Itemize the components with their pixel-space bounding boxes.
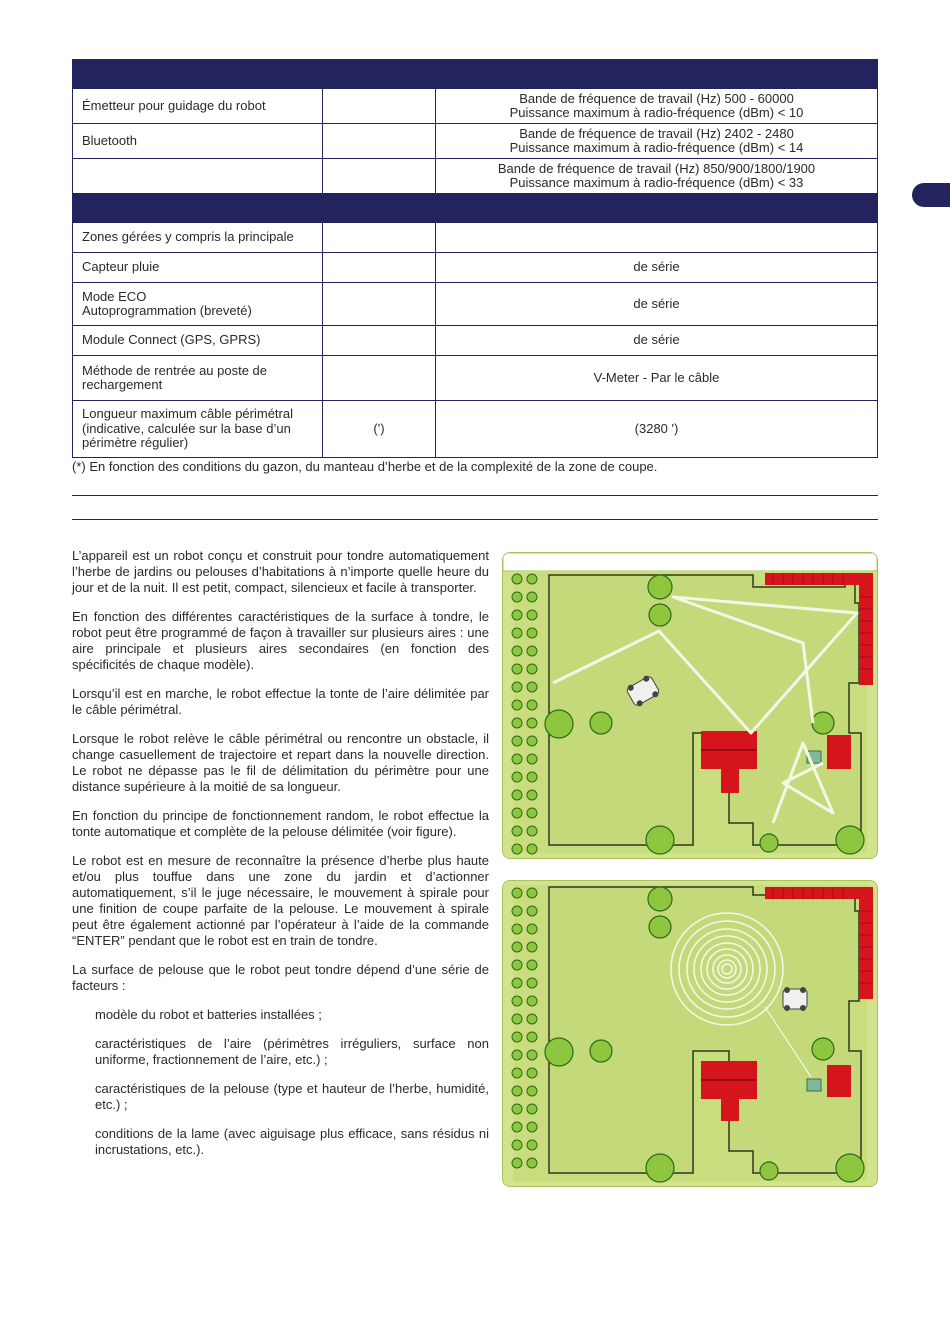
row-value-line: de série: [633, 259, 680, 275]
specifications-table: [72, 59, 878, 458]
row-value-line: de série: [633, 295, 680, 311]
section-band-cell: [73, 60, 878, 89]
list-item: caractéristiques de la pelouse (type et hauteur de l’herbe, humidité, etc.) ;: [95, 1081, 489, 1112]
row-value-line: (3280 '): [634, 420, 679, 436]
table-footnote: (*) En fonction des conditions du gazon, du manteau d’herbe et de la complexité de la zone de coupe.: [72, 459, 658, 474]
table-section-band: [73, 60, 878, 89]
table-row: [73, 89, 878, 124]
page-tab-marker: [912, 183, 950, 207]
row-value-line: V-Meter - Par le câble: [593, 369, 720, 385]
row-label-line: Mode ECO: [82, 288, 147, 304]
row-label-line: Méthode de rentrée au poste de: [82, 362, 268, 378]
row-unit: [323, 124, 436, 159]
paragraph: Lorsqu’il est en marche, le robot effectue la tonte de l’aire délimitée par le câble périmétral.: [72, 686, 489, 717]
table-row: [73, 124, 878, 159]
table-row: [73, 223, 878, 253]
row-label: [73, 283, 323, 326]
row-value: [436, 401, 878, 458]
row-label-line: Bluetooth: [82, 132, 137, 148]
row-value: [436, 223, 878, 253]
row-value-line: Puissance maximum à radio-fréquence (dBm) < 33: [509, 175, 804, 190]
row-value-line: Puissance maximum à radio-fréquence (dBm) < 10: [509, 105, 804, 120]
random-mowing-figure: [502, 552, 878, 859]
table-row: [73, 159, 878, 194]
table-row: [73, 356, 878, 401]
description-text: [72, 548, 489, 1171]
row-unit: [323, 283, 436, 326]
row-label: [73, 356, 323, 401]
row-unit: [323, 253, 436, 283]
paragraph: Lorsque le robot relève le câble périmétral ou rencontre un obstacle, il change casuellement de trajectoire et repart dans la nouvelle direction. Le robot ne dépasse pas le fil de délimitation du périmètre pour une distance supérieure à la moitié de sa longueur.: [72, 731, 489, 794]
row-value-line: Puissance maximum à radio-fréquence (dBm) < 14: [509, 140, 804, 155]
section-band-cell: [73, 194, 878, 223]
table-row: [73, 283, 878, 326]
list-item: conditions de la lame (avec aiguisage plus efficace, sans résidus ni incrustations, etc.).: [95, 1126, 489, 1157]
row-label-line: Autoprogrammation (breveté): [82, 303, 252, 318]
table-row: [73, 326, 878, 356]
row-label-line: Longueur maximum câble périmétral: [82, 406, 293, 422]
row-value: [436, 253, 878, 283]
row-value-line: Bande de fréquence de travail (Hz) 2402 - 2480: [519, 125, 794, 141]
paragraph: L’appareil est un robot conçu et construit pour tondre automatiquement l’herbe de jardins ou pelouses d’habitations à n’importe quelle heure du jour et de la nuit. Il est petit, compact, silencieux et facile à transporter.: [72, 548, 489, 595]
row-label: [73, 326, 323, 356]
row-label-line: Zones gérées y compris la principale: [82, 229, 294, 245]
row-label-line: périmètre régulier): [82, 435, 189, 451]
row-label-line: rechargement: [82, 377, 163, 392]
row-unit: [323, 159, 436, 194]
table-section-band: [73, 194, 878, 223]
list-item: caractéristiques de l’aire (périmètres irréguliers, surface non uniforme, fractionnement de l’aire, etc.) ;: [95, 1036, 489, 1067]
row-label-line: Module Connect (GPS, GPRS): [82, 332, 261, 348]
spiral-mowing-figure: [502, 880, 878, 1187]
row-value-line: Bande de fréquence de travail (Hz) 500 - 60000: [519, 90, 794, 106]
row-unit: [323, 89, 436, 124]
row-unit: [323, 223, 436, 253]
section-rule-bottom: [72, 519, 878, 520]
row-unit: ('): [323, 401, 436, 458]
row-value: [436, 159, 878, 194]
row-label-line: Émetteur pour guidage du robot: [82, 97, 266, 113]
row-label: [73, 124, 323, 159]
row-label: [73, 401, 323, 458]
row-label: [73, 89, 323, 124]
row-value: [436, 124, 878, 159]
section-rule-top: [72, 495, 878, 496]
list-item: modèle du robot et batteries installées ;: [95, 1007, 322, 1022]
row-unit: [323, 326, 436, 356]
table-row: [73, 401, 878, 458]
paragraph: La surface de pelouse que le robot peut tondre dépend d’une série de facteurs :: [72, 962, 489, 993]
paragraph: En fonction des différentes caractéristiques de la surface à tondre, le robot peut être programmé de façon à travailler sur plusieurs aires : une aire principale et plusieurs aires secondaires (en fonction des spécificités de chaque modèle).: [72, 609, 489, 672]
row-label-line: (indicative, calculée sur la base d’un: [82, 420, 291, 436]
paragraph: En fonction du principe de fonctionnement random, le robot effectue la tonte automatique et complète de la pelouse délimitée (voir figure).: [72, 808, 489, 839]
row-value: [436, 356, 878, 401]
row-label: [73, 159, 323, 194]
row-value-line: Bande de fréquence de travail (Hz) 850/900/1800/1900: [497, 160, 816, 176]
row-label: [73, 253, 323, 283]
row-value: [436, 326, 878, 356]
row-value: [436, 89, 878, 124]
table-row: [73, 253, 878, 283]
row-value: [436, 283, 878, 326]
row-label: [73, 223, 323, 253]
row-unit: [323, 356, 436, 401]
row-label-line: Capteur pluie: [82, 259, 160, 275]
row-value-line: de série: [633, 332, 680, 348]
paragraph: Le robot est en mesure de reconnaître la présence d’herbe plus haute et/ou plus touffue dans une zone du jardin et d’actionner automatiquement, s’il le juge nécessaire, le mouvement à spirale pour une finition de coupe parfaite de la pelouse. Le mouvement à spirale peut être également actionné par l’opérateur à l’aide de la commande “ENTER” pendant que le robot est en train de tondre.: [72, 853, 489, 948]
